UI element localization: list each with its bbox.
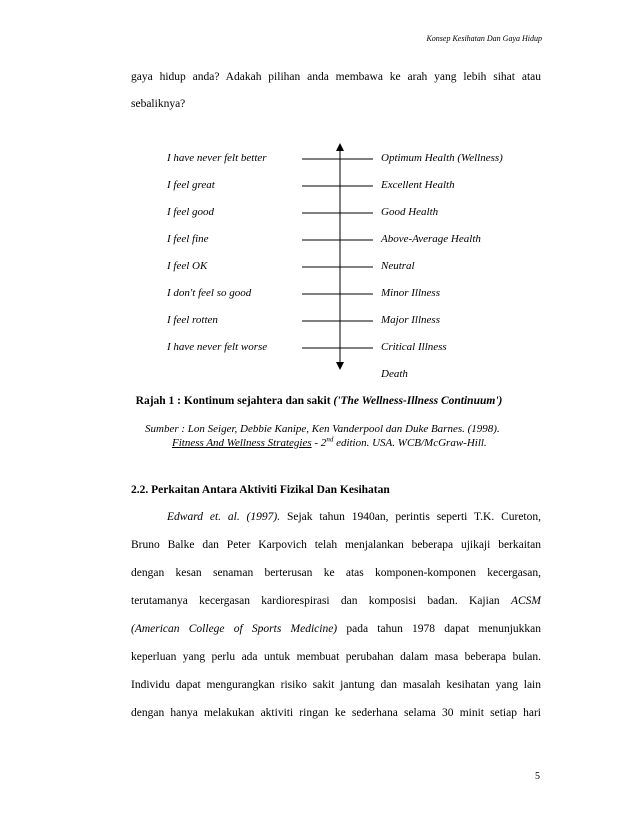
health-state-label: Critical Illness [381,341,447,353]
feeling-label: I have never felt better [167,152,267,164]
health-state-label: Above-Average Health [381,233,481,245]
body-line [131,539,541,551]
body-text: terutamanya kecergasan kardiorespirasi dan komposisi badan. Kajian [131,595,511,607]
health-state-label: Minor Illness [381,287,440,299]
feeling-label: I feel fine [167,233,209,245]
caption-english-title: ('The Wellness-Illness Continuum') [333,395,503,407]
source-edition: - 2 [311,437,327,449]
body-line [167,511,541,523]
body-line [131,651,541,663]
health-state-label: Excellent Health [381,179,455,191]
intro-line-1: gaya hidup anda? Adakah pilihan anda membawa ke arah yang lebih sihat atau [131,71,541,83]
feeling-label: I don't feel so good [167,287,252,299]
feeling-label: I feel OK [167,260,208,272]
continuum-axis [0,0,638,400]
section-heading: 2.2. Perkaitan Antara Aktiviti Fizikal Dan Kesihatan [131,484,390,496]
source-book-title: Fitness And Wellness Strategies [172,437,312,449]
running-header: Konsep Kesihatan Dan Gaya Hidup [426,34,542,43]
feeling-label: I feel good [167,206,215,218]
feeling-label: I feel great [167,179,215,191]
intro-line-2: sebaliknya? [131,98,186,110]
body-text: dengan hanya melakukan aktiviti ringan ke sederhana selama 30 minit setiap hari [131,707,541,719]
body-line [131,707,541,719]
figure-caption [0,395,638,407]
body-italic: ACSM [510,595,541,607]
body-text: Individu dapat mengurangkan risiko sakit jantung dan masalah kesihatan yang lain [131,679,541,691]
body-text: Bruno Balke dan Peter Karpovich telah menjalankan beberapa ujikaji berkaitan [131,539,541,551]
feeling-label: I feel rotten [167,314,218,326]
body-line [131,595,541,607]
body-text: Sejak tahun 1940an, perintis seperti T.K. Cureton, [280,511,541,523]
health-state-label: Neutral [381,260,415,272]
figure-source-line-2 [172,437,487,449]
arrow-up-icon [336,143,344,151]
arrow-down-icon [336,362,344,370]
continuum-ticks [302,159,373,348]
feeling-label: I have never felt worse [167,341,268,353]
body-italic: (American College of Sports Medicine) [131,623,338,635]
page-number: 5 [535,771,540,782]
health-state-label: Good Health [381,206,439,218]
source-edition-sup: nd [326,435,334,444]
health-state-label: Optimum Health (Wellness) [381,152,503,164]
body-text: pada tahun 1978 dapat menunjukkan [337,623,541,635]
body-line [131,679,541,691]
body-line [131,567,541,579]
health-state-label: Death [381,368,408,380]
caption-text: Rajah 1 : Kontinum sejahtera dan sakit [135,395,334,407]
source-publisher: edition. USA. WCB/McGraw-Hill. [333,437,487,449]
body-line [131,623,541,635]
body-text: dengan kesan senaman berterusan ke atas komponen-komponen kecergasan, [131,567,541,579]
body-italic: Edward et. al. (1997). [167,511,281,523]
figure-source-line-1: Sumber : Lon Seiger, Debbie Kanipe, Ken Vanderpool dan Duke Barnes. (1998). [145,423,500,435]
health-state-label: Major Illness [381,314,440,326]
body-text: keperluan yang perlu ada untuk membuat perubahan dalam masa beberapa bulan. [131,651,541,663]
